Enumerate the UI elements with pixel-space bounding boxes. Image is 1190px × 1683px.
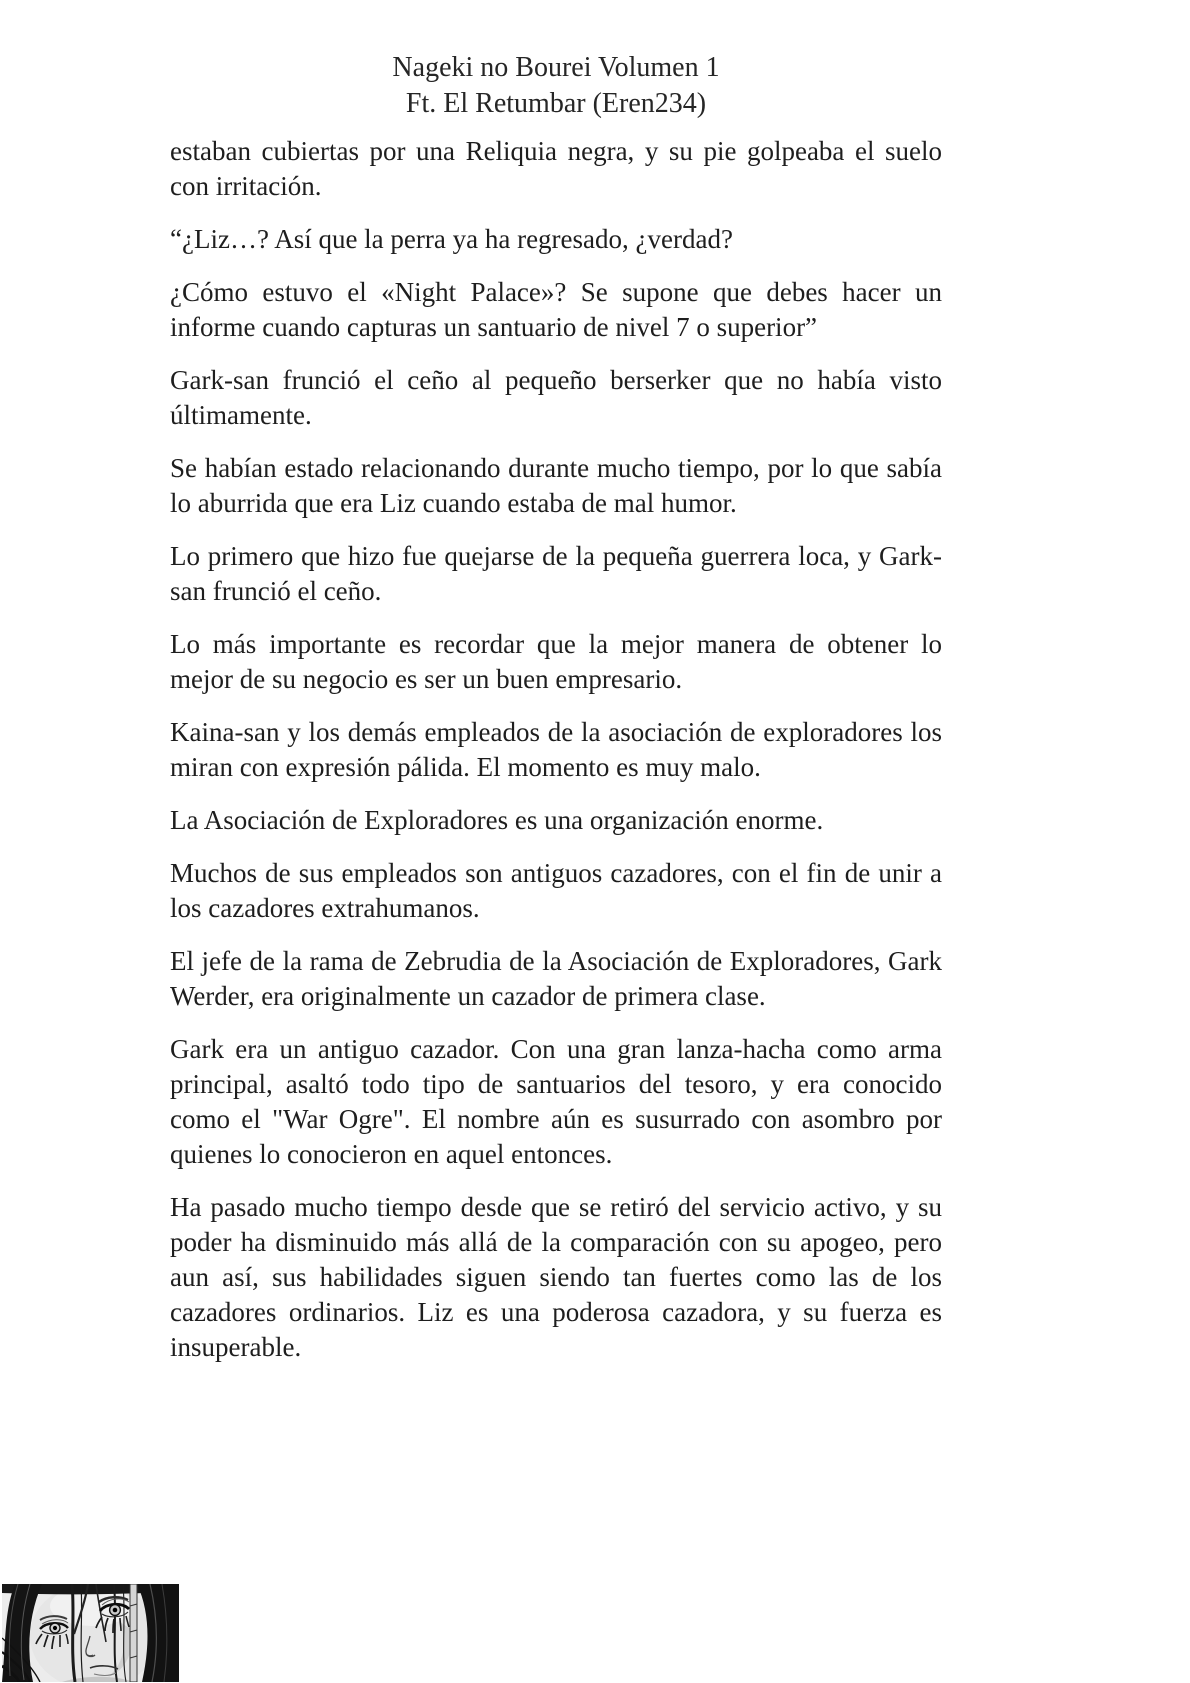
paragraph: Kaina-san y los demás empleados de la asociación de exploradores los miran con expresión pálida. El momento es muy malo. (170, 717, 942, 782)
paragraph: ¿Cómo estuvo el «Night Palace»? Se supone que debes hacer un informe cuando capturas un santuario de nivel 7 o superior” (170, 277, 942, 342)
paragraph: Ha pasado mucho tiempo desde que se retiró del servicio activo, y su poder ha disminuido más allá de la comparación con su apogeo, pero aun así, sus habilidades siguen siendo tan fuertes como las de los cazadores ordinarios. Liz es una poderosa cazadora, y su fuerza es insuperable. (170, 1192, 942, 1362)
document-body (170, 134, 942, 1365)
page-header (170, 0, 942, 122)
manga-face-art (2, 1584, 179, 1682)
paragraph: La Asociación de Exploradores es una organización enorme. (170, 805, 824, 835)
paragraph: Se habían estado relacionando durante mucho tiempo, por lo que sabía lo aburrida que era Liz cuando estaba de mal humor. (170, 453, 942, 518)
paragraph: Gark-san frunció el ceño al pequeño berserker que no había visto últimamente. (170, 365, 942, 430)
paragraph: “¿Liz…? Así que la perra ya ha regresado, ¿verdad? (170, 224, 733, 254)
document-title: Nageki no Bourei Volumen 1 (392, 52, 720, 83)
paragraph: Muchos de sus empleados son antiguos cazadores, con el fin de unir a los cazadores extrahumanos. (170, 858, 942, 923)
document-subtitle: Ft. El Retumbar (Eren234) (405, 88, 707, 119)
paragraph: Lo más importante es recordar que la mejor manera de obtener lo mejor de su negocio es ser un buen empresario. (170, 629, 942, 694)
paragraph: Gark era un antiguo cazador. Con una gran lanza-hacha como arma principal, asaltó todo tipo de santuarios del tesoro, y era conocido como el "War Ogre". El nombre aún es susurrado con asombro por quienes lo conocieron en aquel entonces. (170, 1034, 942, 1169)
document-content (170, 0, 942, 1383)
manga-face-image (2, 1584, 179, 1682)
paragraph: Lo primero que hizo fue quejarse de la pequeña guerrera loca, y Gark-san frunció el ceño. (170, 541, 942, 606)
paragraph: estaban cubiertas por una Reliquia negra, y su pie golpeaba el suelo con irritación. (170, 136, 942, 201)
paragraph: El jefe de la rama de Zebrudia de la Asociación de Exploradores, Gark Werder, era originalmente un cazador de primera clase. (170, 946, 942, 1011)
